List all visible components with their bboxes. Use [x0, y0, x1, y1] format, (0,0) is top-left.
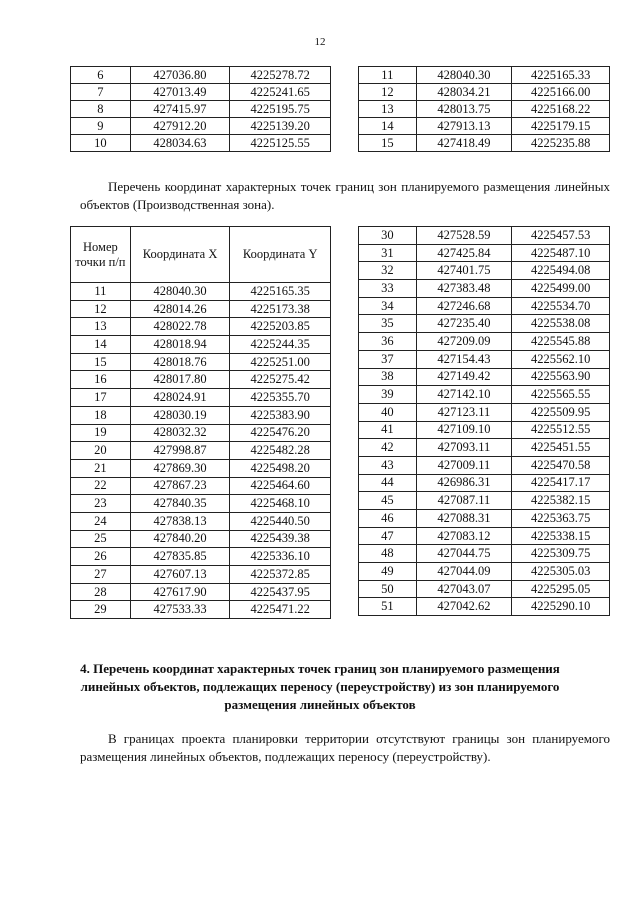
- point-number-cell: 37: [359, 350, 417, 368]
- intro-paragraph: [80, 178, 610, 214]
- point-number-cell: 45: [359, 492, 417, 510]
- point-number-cell: 38: [359, 368, 417, 386]
- coordinate-x-cell: 427009.11: [416, 456, 512, 474]
- coordinate-x-cell: 427607.13: [130, 566, 230, 584]
- coordinate-y-cell: 4225173.38: [230, 300, 331, 318]
- table-row: [359, 280, 610, 298]
- coordinate-x-cell: 427088.31: [416, 510, 512, 528]
- table-row: [359, 368, 610, 386]
- coordinate-y-cell: 4225244.35: [230, 336, 331, 354]
- point-number-cell: 6: [71, 67, 131, 84]
- coordinate-x-cell: 427867.23: [130, 477, 230, 495]
- point-number-cell: 11: [359, 67, 417, 84]
- closing-paragraph: [80, 730, 610, 766]
- closing-text: В границах проекта планировки территории отсутствуют границы зон планируемого размещения линейных объектов, подлежащих переносу (переустройству).: [80, 731, 610, 764]
- table-row: [359, 135, 610, 152]
- coordinate-x-cell: 427617.90: [130, 583, 230, 601]
- point-number-cell: 26: [71, 548, 131, 566]
- point-number-cell: 28: [71, 583, 131, 601]
- point-number-cell: 16: [71, 371, 131, 389]
- table-row: [359, 456, 610, 474]
- coordinate-x-cell: 427401.75: [416, 262, 512, 280]
- top-right-table: [358, 66, 610, 152]
- coordinate-y-cell: 4225241.65: [230, 84, 331, 101]
- table-row: [359, 439, 610, 457]
- table-row: [71, 135, 331, 152]
- coordinate-y-cell: 4225165.35: [230, 283, 331, 301]
- coordinate-y-cell: 4225437.95: [230, 583, 331, 601]
- table-row: [71, 353, 331, 371]
- coordinate-y-cell: 4225487.10: [512, 244, 610, 262]
- table-row: [359, 403, 610, 421]
- coordinate-y-cell: 4225235.88: [512, 135, 610, 152]
- coordinate-x-cell: 427533.33: [130, 601, 230, 619]
- table-row: [71, 118, 331, 135]
- coordinate-x-cell: 428014.26: [130, 300, 230, 318]
- point-number-cell: 13: [71, 318, 131, 336]
- coordinate-x-cell: 427042.62: [416, 598, 512, 616]
- table-row: [71, 84, 331, 101]
- coordinate-y-cell: 4225417.17: [512, 474, 610, 492]
- table-row: [71, 101, 331, 118]
- point-number-cell: 15: [71, 353, 131, 371]
- point-number-cell: 25: [71, 530, 131, 548]
- coordinate-x-cell: 427154.43: [416, 350, 512, 368]
- coordinate-y-cell: 4225464.60: [230, 477, 331, 495]
- coordinate-y-cell: 4225372.85: [230, 566, 331, 584]
- coordinate-y-cell: 4225498.20: [230, 459, 331, 477]
- coordinate-y-cell: 4225562.10: [512, 350, 610, 368]
- coordinate-y-cell: 4225534.70: [512, 297, 610, 315]
- table-row: [71, 336, 331, 354]
- coordinate-y-cell: 4225251.00: [230, 353, 331, 371]
- coordinate-y-cell: 4225545.88: [512, 333, 610, 351]
- coordinate-y-cell: 4225355.70: [230, 389, 331, 407]
- coordinate-x-cell: 428034.21: [416, 84, 512, 101]
- coordinate-y-cell: 4225139.20: [230, 118, 331, 135]
- coordinate-x-cell: 427840.20: [130, 530, 230, 548]
- coordinate-x-cell: 427044.09: [416, 563, 512, 581]
- table-row: [359, 262, 610, 280]
- point-number-cell: 32: [359, 262, 417, 280]
- table-row: [71, 371, 331, 389]
- coordinate-y-cell: 4225470.58: [512, 456, 610, 474]
- point-number-cell: 41: [359, 421, 417, 439]
- coordinate-x-cell: 427418.49: [416, 135, 512, 152]
- point-number-cell: 14: [71, 336, 131, 354]
- point-number-cell: 7: [71, 84, 131, 101]
- table-row: [71, 67, 331, 84]
- coordinate-y-cell: 4225290.10: [512, 598, 610, 616]
- table-row: [71, 566, 331, 584]
- coordinate-x-cell: 428030.19: [130, 406, 230, 424]
- table-row: [71, 318, 331, 336]
- table-row: [71, 583, 331, 601]
- table-row: [359, 421, 610, 439]
- table-row: [359, 84, 610, 101]
- table-row: [359, 474, 610, 492]
- coordinate-y-cell: 4225305.03: [512, 563, 610, 581]
- table-row: [359, 118, 610, 135]
- table-row: [71, 459, 331, 477]
- section-heading: 4. Перечень координат характерных точек границ зон планируемого размещения линейных объектов, подлежащих переносу (переустройству) из зон планируемого размещения линейных объектов: [80, 661, 560, 712]
- point-number-cell: 35: [359, 315, 417, 333]
- coordinate-y-cell: 4225482.28: [230, 442, 331, 460]
- coordinate-y-cell: 4225468.10: [230, 495, 331, 513]
- point-number-cell: 18: [71, 406, 131, 424]
- coordinate-x-cell: 427043.07: [416, 580, 512, 598]
- point-number-cell: 43: [359, 456, 417, 474]
- coordinate-y-cell: 4225203.85: [230, 318, 331, 336]
- point-number-cell: 8: [71, 101, 131, 118]
- point-number-cell: 17: [71, 389, 131, 407]
- table-row: [359, 244, 610, 262]
- header-coordinate-x: Координата X: [130, 227, 230, 283]
- coordinate-y-cell: 4225383.90: [230, 406, 331, 424]
- table-row: [71, 477, 331, 495]
- table-row: [359, 315, 610, 333]
- coordinate-x-cell: 428024.91: [130, 389, 230, 407]
- coordinate-x-cell: 427840.35: [130, 495, 230, 513]
- point-number-cell: 10: [71, 135, 131, 152]
- table-row: [359, 598, 610, 616]
- coordinate-y-cell: 4225278.72: [230, 67, 331, 84]
- top-left-table: [70, 66, 331, 152]
- table-row: [71, 495, 331, 513]
- table-row: [359, 527, 610, 545]
- point-number-cell: 34: [359, 297, 417, 315]
- table-row: [71, 406, 331, 424]
- point-number-cell: 27: [71, 566, 131, 584]
- point-number-cell: 39: [359, 386, 417, 404]
- coordinate-x-cell: 428018.76: [130, 353, 230, 371]
- table-row: [359, 492, 610, 510]
- coordinate-x-cell: 427246.68: [416, 297, 512, 315]
- point-number-cell: 15: [359, 135, 417, 152]
- coordinate-x-cell: 427093.11: [416, 439, 512, 457]
- intro-text: Перечень координат характерных точек границ зон планируемого размещения линейных объектов (Производственная зона).: [80, 179, 610, 212]
- coordinate-x-cell: 427835.85: [130, 548, 230, 566]
- zone-coordinates-table-left: [70, 226, 331, 619]
- coordinate-x-cell: 427123.11: [416, 403, 512, 421]
- coordinate-x-cell: 426986.31: [416, 474, 512, 492]
- point-number-cell: 44: [359, 474, 417, 492]
- table-row: [71, 512, 331, 530]
- header-coordinate-y: Координата Y: [230, 227, 331, 283]
- point-number-cell: 21: [71, 459, 131, 477]
- point-number-cell: 22: [71, 477, 131, 495]
- point-number-cell: 48: [359, 545, 417, 563]
- point-number-cell: 42: [359, 439, 417, 457]
- point-number-cell: 29: [71, 601, 131, 619]
- coordinate-y-cell: 4225168.22: [512, 101, 610, 118]
- coordinate-x-cell: 428022.78: [130, 318, 230, 336]
- coordinate-y-cell: 4225125.55: [230, 135, 331, 152]
- coordinate-y-cell: 4225295.05: [512, 580, 610, 598]
- point-number-cell: 46: [359, 510, 417, 528]
- table-row: [71, 548, 331, 566]
- coordinate-x-cell: 427425.84: [416, 244, 512, 262]
- page-number: 12: [314, 36, 326, 48]
- coordinate-x-cell: 428040.30: [416, 67, 512, 84]
- coordinate-x-cell: 427912.20: [130, 118, 230, 135]
- coordinate-x-cell: 427083.12: [416, 527, 512, 545]
- table-row: [359, 67, 610, 84]
- point-number-cell: 33: [359, 280, 417, 298]
- table-row: [71, 283, 331, 301]
- coordinate-x-cell: 428040.30: [130, 283, 230, 301]
- point-number-cell: 14: [359, 118, 417, 135]
- coordinate-y-cell: 4225476.20: [230, 424, 331, 442]
- coordinate-y-cell: 4225309.75: [512, 545, 610, 563]
- table-row: [71, 601, 331, 619]
- coordinate-x-cell: 427036.80: [130, 67, 230, 84]
- table-row: [71, 424, 331, 442]
- coordinate-x-cell: 428032.32: [130, 424, 230, 442]
- coordinate-y-cell: 4225338.15: [512, 527, 610, 545]
- point-number-cell: 13: [359, 101, 417, 118]
- coordinate-x-cell: 427209.09: [416, 333, 512, 351]
- coordinate-x-cell: 427044.75: [416, 545, 512, 563]
- coordinate-y-cell: 4225512.55: [512, 421, 610, 439]
- coordinate-x-cell: 427383.48: [416, 280, 512, 298]
- coordinate-x-cell: 427838.13: [130, 512, 230, 530]
- coordinate-y-cell: 4225363.75: [512, 510, 610, 528]
- coordinate-y-cell: 4225565.55: [512, 386, 610, 404]
- coordinate-x-cell: 427142.10: [416, 386, 512, 404]
- coordinate-x-cell: 427869.30: [130, 459, 230, 477]
- coordinate-x-cell: 427235.40: [416, 315, 512, 333]
- coordinate-x-cell: 427913.13: [416, 118, 512, 135]
- coordinate-y-cell: 4225166.00: [512, 84, 610, 101]
- table-row: [71, 530, 331, 548]
- table-row: [359, 350, 610, 368]
- coordinate-x-cell: 427087.11: [416, 492, 512, 510]
- coordinate-x-cell: 427109.10: [416, 421, 512, 439]
- table-row: [359, 101, 610, 118]
- table-row: [71, 389, 331, 407]
- point-number-cell: 19: [71, 424, 131, 442]
- table-row: [359, 545, 610, 563]
- point-number-cell: 31: [359, 244, 417, 262]
- coordinate-y-cell: 4225538.08: [512, 315, 610, 333]
- coordinate-y-cell: 4225509.95: [512, 403, 610, 421]
- table-row: [359, 510, 610, 528]
- coordinate-x-cell: 427998.87: [130, 442, 230, 460]
- point-number-cell: 51: [359, 598, 417, 616]
- table-row: [359, 227, 610, 245]
- coordinate-x-cell: 428013.75: [416, 101, 512, 118]
- table-row: [71, 300, 331, 318]
- point-number-cell: 12: [71, 300, 131, 318]
- coordinate-y-cell: 4225563.90: [512, 368, 610, 386]
- point-number-cell: 36: [359, 333, 417, 351]
- zone-coordinates-table-right: [358, 226, 610, 616]
- coordinate-y-cell: 4225457.53: [512, 227, 610, 245]
- coordinate-y-cell: 4225471.22: [230, 601, 331, 619]
- coordinate-y-cell: 4225165.33: [512, 67, 610, 84]
- coordinate-y-cell: 4225494.08: [512, 262, 610, 280]
- point-number-cell: 49: [359, 563, 417, 581]
- coordinate-x-cell: 428034.63: [130, 135, 230, 152]
- coordinate-x-cell: 428018.94: [130, 336, 230, 354]
- coordinate-y-cell: 4225195.75: [230, 101, 331, 118]
- point-number-cell: 20: [71, 442, 131, 460]
- coordinate-x-cell: 427013.49: [130, 84, 230, 101]
- header-point-number: Номер точки п/п: [71, 227, 131, 283]
- coordinate-y-cell: 4225499.00: [512, 280, 610, 298]
- table-row: [359, 386, 610, 404]
- coordinate-y-cell: 4225275.42: [230, 371, 331, 389]
- table-row: [71, 442, 331, 460]
- coordinate-x-cell: 427528.59: [416, 227, 512, 245]
- point-number-cell: 11: [71, 283, 131, 301]
- coordinate-y-cell: 4225179.15: [512, 118, 610, 135]
- point-number-cell: 23: [71, 495, 131, 513]
- coordinate-x-cell: 427149.42: [416, 368, 512, 386]
- table-row: [359, 333, 610, 351]
- table-row: [359, 563, 610, 581]
- coordinate-y-cell: 4225382.15: [512, 492, 610, 510]
- point-number-cell: 12: [359, 84, 417, 101]
- point-number-cell: 9: [71, 118, 131, 135]
- coordinate-y-cell: 4225451.55: [512, 439, 610, 457]
- coordinate-y-cell: 4225439.38: [230, 530, 331, 548]
- point-number-cell: 40: [359, 403, 417, 421]
- coordinate-x-cell: 428017.80: [130, 371, 230, 389]
- coordinate-y-cell: 4225336.10: [230, 548, 331, 566]
- table-row: [359, 297, 610, 315]
- point-number-cell: 30: [359, 227, 417, 245]
- point-number-cell: 24: [71, 512, 131, 530]
- table-row: [359, 580, 610, 598]
- point-number-cell: 50: [359, 580, 417, 598]
- coordinate-y-cell: 4225440.50: [230, 512, 331, 530]
- point-number-cell: 47: [359, 527, 417, 545]
- coordinate-x-cell: 427415.97: [130, 101, 230, 118]
